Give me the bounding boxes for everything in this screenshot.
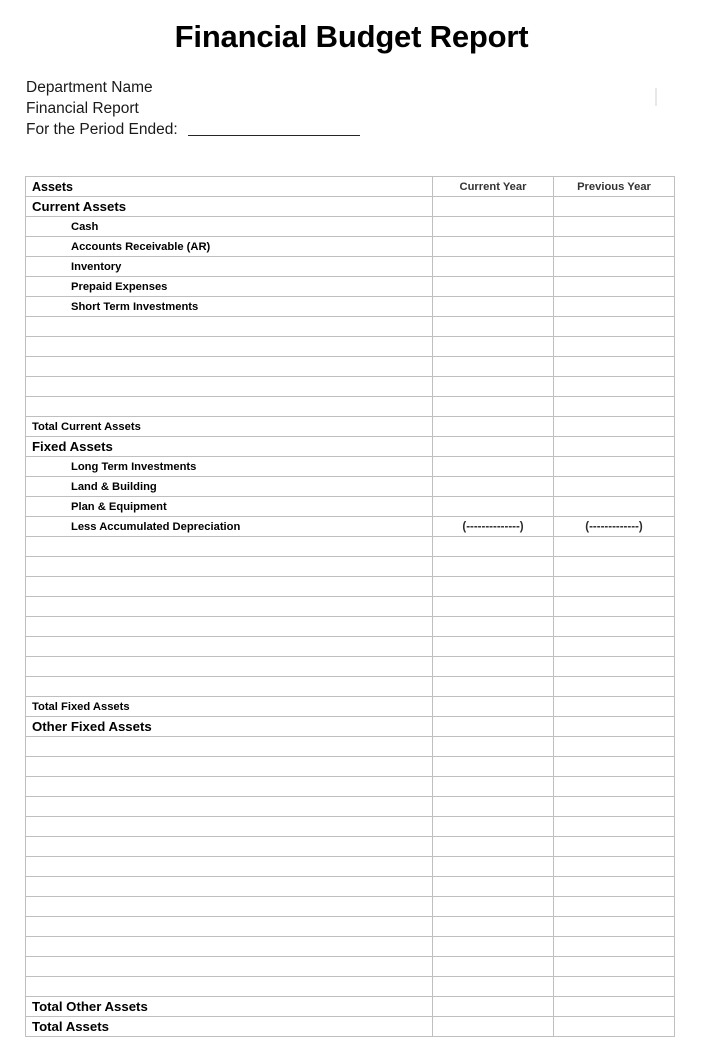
row-current-year-cell[interactable] xyxy=(433,677,554,697)
row-label-cell[interactable] xyxy=(26,477,433,497)
row-previous-year-cell[interactable] xyxy=(554,317,675,337)
table-row xyxy=(26,817,675,837)
row-label-cell[interactable] xyxy=(26,437,433,457)
period-ended-input[interactable] xyxy=(188,121,360,136)
header-cell-previous-year xyxy=(554,177,675,197)
row-current-year-cell[interactable] xyxy=(433,937,554,957)
row-label-cell[interactable] xyxy=(26,497,433,517)
report-heading-block xyxy=(0,52,703,140)
row-current-year-cell[interactable] xyxy=(433,897,554,917)
row-current-year-cell[interactable] xyxy=(433,217,554,237)
period-ended-line xyxy=(26,119,703,140)
row-label-cell-text: Long Term Investments xyxy=(71,460,197,473)
table-row xyxy=(26,717,675,737)
row-label-cell-text: Fixed Assets xyxy=(32,439,113,454)
table-row xyxy=(26,877,675,897)
row-previous-year-cell[interactable] xyxy=(554,377,675,397)
table-row xyxy=(26,657,675,677)
row-label-cell[interactable] xyxy=(26,697,433,717)
row-label-cell[interactable] xyxy=(26,637,433,657)
row-label-cell[interactable] xyxy=(26,937,433,957)
table-row xyxy=(26,337,675,357)
row-previous-year-cell[interactable] xyxy=(554,977,675,997)
row-label-cell[interactable] xyxy=(26,597,433,617)
row-label-cell[interactable] xyxy=(26,857,433,877)
row-label-cell-text: Total Other Assets xyxy=(32,999,148,1014)
row-label-cell[interactable] xyxy=(26,677,433,697)
row-current-year-cell[interactable] xyxy=(433,317,554,337)
row-current-year-cell[interactable] xyxy=(433,377,554,397)
table-row xyxy=(26,697,675,717)
row-label-cell[interactable] xyxy=(26,417,433,437)
table-row xyxy=(26,777,675,797)
row-label-cell[interactable] xyxy=(26,897,433,917)
row-current-year-cell[interactable] xyxy=(433,477,554,497)
table-row xyxy=(26,237,675,257)
row-previous-year-cell[interactable] xyxy=(554,797,675,817)
row-current-year-cell[interactable] xyxy=(433,337,554,357)
table-row xyxy=(26,357,675,377)
row-previous-year-cell[interactable] xyxy=(554,417,675,437)
row-previous-year-cell[interactable] xyxy=(554,477,675,497)
row-label-cell[interactable] xyxy=(26,617,433,637)
row-previous-year-cell[interactable] xyxy=(554,237,675,257)
table-row xyxy=(26,737,675,757)
row-previous-year-cell[interactable] xyxy=(554,457,675,477)
row-current-year-cell[interactable] xyxy=(433,597,554,617)
row-label-cell[interactable] xyxy=(26,397,433,417)
table-row xyxy=(26,457,675,477)
row-previous-year-cell[interactable] xyxy=(554,217,675,237)
row-current-year-cell[interactable] xyxy=(433,437,554,457)
row-label-cell-text: Total Current Assets xyxy=(32,420,141,433)
row-current-year-cell[interactable] xyxy=(433,237,554,257)
row-label-cell[interactable] xyxy=(26,577,433,597)
table-row xyxy=(26,997,675,1017)
row-previous-year-cell[interactable] xyxy=(554,737,675,757)
assets-table xyxy=(25,176,675,1037)
row-current-year-cell[interactable] xyxy=(433,517,554,537)
row-previous-year-cell[interactable] xyxy=(554,957,675,977)
row-previous-year-cell[interactable] xyxy=(554,577,675,597)
row-current-year-cell[interactable] xyxy=(433,777,554,797)
row-previous-year-cell[interactable] xyxy=(554,357,675,377)
row-current-year-cell-text: (--------------) xyxy=(462,520,524,533)
table-row xyxy=(26,897,675,917)
row-previous-year-cell[interactable] xyxy=(554,897,675,917)
row-current-year-cell[interactable] xyxy=(433,577,554,597)
table-row xyxy=(26,617,675,637)
row-label-cell[interactable] xyxy=(26,957,433,977)
table-row xyxy=(26,837,675,857)
row-label-cell-text: Total Fixed Assets xyxy=(32,700,130,713)
row-previous-year-cell[interactable] xyxy=(554,397,675,417)
row-previous-year-cell[interactable] xyxy=(554,597,675,617)
row-label-cell[interactable] xyxy=(26,237,433,257)
row-previous-year-cell[interactable] xyxy=(554,857,675,877)
row-label-cell[interactable] xyxy=(26,197,433,217)
row-label-cell-text: Land & Building xyxy=(71,480,157,493)
row-current-year-cell[interactable] xyxy=(433,997,554,1017)
header-cell-current-year xyxy=(433,177,554,197)
row-current-year-cell[interactable] xyxy=(433,197,554,217)
row-label-cell[interactable] xyxy=(26,917,433,937)
row-previous-year-cell[interactable] xyxy=(554,917,675,937)
header-cell-assets xyxy=(26,177,433,197)
row-current-year-cell[interactable] xyxy=(433,457,554,477)
row-previous-year-cell[interactable] xyxy=(554,697,675,717)
table-row xyxy=(26,957,675,977)
row-label-cell[interactable] xyxy=(26,557,433,577)
table-row xyxy=(26,497,675,517)
table-row xyxy=(26,197,675,217)
row-current-year-cell[interactable] xyxy=(433,357,554,377)
row-previous-year-cell[interactable] xyxy=(554,517,675,537)
row-label-cell[interactable] xyxy=(26,537,433,557)
row-previous-year-cell[interactable] xyxy=(554,757,675,777)
row-previous-year-cell[interactable] xyxy=(554,617,675,637)
table-row xyxy=(26,277,675,297)
row-previous-year-cell[interactable] xyxy=(554,937,675,957)
header-label-current-year: Current Year xyxy=(459,180,527,193)
row-label-cell[interactable] xyxy=(26,797,433,817)
row-previous-year-cell[interactable] xyxy=(554,877,675,897)
table-row xyxy=(26,1017,675,1037)
row-current-year-cell[interactable] xyxy=(433,757,554,777)
row-label-cell-text: Prepaid Expenses xyxy=(71,280,168,293)
table-row xyxy=(26,537,675,557)
row-previous-year-cell[interactable] xyxy=(554,817,675,837)
row-label-cell[interactable] xyxy=(26,217,433,237)
assets-table-container xyxy=(25,176,674,1037)
row-label-cell-text: Short Term Investments xyxy=(71,300,199,313)
table-row xyxy=(26,377,675,397)
row-current-year-cell[interactable] xyxy=(433,637,554,657)
table-row xyxy=(26,437,675,457)
table-row xyxy=(26,917,675,937)
row-current-year-cell[interactable] xyxy=(433,837,554,857)
row-previous-year-cell[interactable] xyxy=(554,537,675,557)
table-row xyxy=(26,597,675,617)
row-current-year-cell[interactable] xyxy=(433,617,554,637)
table-row xyxy=(26,517,675,537)
table-header-row xyxy=(26,177,675,197)
table-row xyxy=(26,977,675,997)
header-label-assets: Assets xyxy=(32,179,73,194)
row-current-year-cell[interactable] xyxy=(433,717,554,737)
row-label-cell[interactable] xyxy=(26,757,433,777)
row-label-cell[interactable] xyxy=(26,817,433,837)
row-label-cell-text: Cash xyxy=(71,220,99,233)
row-previous-year-cell[interactable] xyxy=(554,257,675,277)
row-previous-year-cell[interactable] xyxy=(554,337,675,357)
table-row xyxy=(26,257,675,277)
row-current-year-cell[interactable] xyxy=(433,397,554,417)
row-current-year-cell[interactable] xyxy=(433,297,554,317)
row-previous-year-cell[interactable] xyxy=(554,717,675,737)
table-row xyxy=(26,217,675,237)
row-current-year-cell[interactable] xyxy=(433,797,554,817)
row-label-cell-text: Inventory xyxy=(71,260,122,273)
row-current-year-cell[interactable] xyxy=(433,277,554,297)
row-label-cell[interactable] xyxy=(26,377,433,397)
row-label-cell[interactable] xyxy=(26,737,433,757)
table-row xyxy=(26,857,675,877)
table-row xyxy=(26,417,675,437)
row-label-cell[interactable] xyxy=(26,297,433,317)
row-previous-year-cell[interactable] xyxy=(554,437,675,457)
table-row xyxy=(26,637,675,657)
row-label-cell[interactable] xyxy=(26,337,433,357)
table-row xyxy=(26,937,675,957)
table-row xyxy=(26,677,675,697)
row-previous-year-cell[interactable] xyxy=(554,557,675,577)
row-current-year-cell[interactable] xyxy=(433,877,554,897)
row-label-cell-text: Accounts Receivable (AR) xyxy=(71,240,211,253)
row-previous-year-cell[interactable] xyxy=(554,777,675,797)
row-label-cell-text: Less Accumulated Depreciation xyxy=(71,520,241,533)
row-previous-year-cell-text: (-------------) xyxy=(585,520,643,533)
row-label-cell[interactable] xyxy=(26,457,433,477)
department-name-line: Department Name xyxy=(26,79,153,96)
row-previous-year-cell[interactable] xyxy=(554,657,675,677)
row-label-cell[interactable] xyxy=(26,1017,433,1037)
row-current-year-cell[interactable] xyxy=(433,917,554,937)
row-label-cell[interactable] xyxy=(26,717,433,737)
row-current-year-cell[interactable] xyxy=(433,257,554,277)
table-row xyxy=(26,477,675,497)
header-label-previous-year: Previous Year xyxy=(577,180,651,193)
row-previous-year-cell[interactable] xyxy=(554,997,675,1017)
page-title: Financial Budget Report xyxy=(174,19,529,54)
row-label-cell[interactable] xyxy=(26,317,433,337)
row-previous-year-cell[interactable] xyxy=(554,637,675,657)
table-row xyxy=(26,757,675,777)
table-row xyxy=(26,297,675,317)
row-current-year-cell[interactable] xyxy=(433,737,554,757)
report-type-line: Financial Report xyxy=(26,100,139,117)
row-label-cell[interactable] xyxy=(26,657,433,677)
row-label-cell-text: Total Assets xyxy=(32,1019,109,1034)
row-current-year-cell[interactable] xyxy=(433,957,554,977)
row-current-year-cell[interactable] xyxy=(433,977,554,997)
row-label-cell[interactable] xyxy=(26,277,433,297)
row-previous-year-cell[interactable] xyxy=(554,297,675,317)
row-previous-year-cell[interactable] xyxy=(554,197,675,217)
row-label-cell[interactable] xyxy=(26,877,433,897)
row-label-cell[interactable] xyxy=(26,517,433,537)
row-current-year-cell[interactable] xyxy=(433,697,554,717)
period-ended-label: For the Period Ended: xyxy=(26,121,178,138)
table-row xyxy=(26,557,675,577)
table-row xyxy=(26,397,675,417)
row-previous-year-cell[interactable] xyxy=(554,837,675,857)
row-label-cell[interactable] xyxy=(26,977,433,997)
table-row xyxy=(26,577,675,597)
row-current-year-cell[interactable] xyxy=(433,857,554,877)
row-previous-year-cell[interactable] xyxy=(554,277,675,297)
row-label-cell[interactable] xyxy=(26,357,433,377)
margin-tick-mark xyxy=(655,88,657,106)
row-current-year-cell[interactable] xyxy=(433,537,554,557)
row-previous-year-cell[interactable] xyxy=(554,497,675,517)
row-label-cell-text: Current Assets xyxy=(32,199,127,214)
row-label-cell-text: Plan & Equipment xyxy=(71,500,167,513)
row-label-cell[interactable] xyxy=(26,257,433,277)
table-row xyxy=(26,797,675,817)
row-current-year-cell[interactable] xyxy=(433,557,554,577)
row-current-year-cell[interactable] xyxy=(433,657,554,677)
table-row xyxy=(26,317,675,337)
row-label-cell-text: Other Fixed Assets xyxy=(32,719,152,734)
row-current-year-cell[interactable] xyxy=(433,497,554,517)
row-current-year-cell[interactable] xyxy=(433,417,554,437)
row-previous-year-cell[interactable] xyxy=(554,677,675,697)
row-current-year-cell[interactable] xyxy=(433,1017,554,1037)
row-previous-year-cell[interactable] xyxy=(554,1017,675,1037)
row-label-cell[interactable] xyxy=(26,837,433,857)
row-current-year-cell[interactable] xyxy=(433,817,554,837)
row-label-cell[interactable] xyxy=(26,777,433,797)
row-label-cell[interactable] xyxy=(26,997,433,1017)
